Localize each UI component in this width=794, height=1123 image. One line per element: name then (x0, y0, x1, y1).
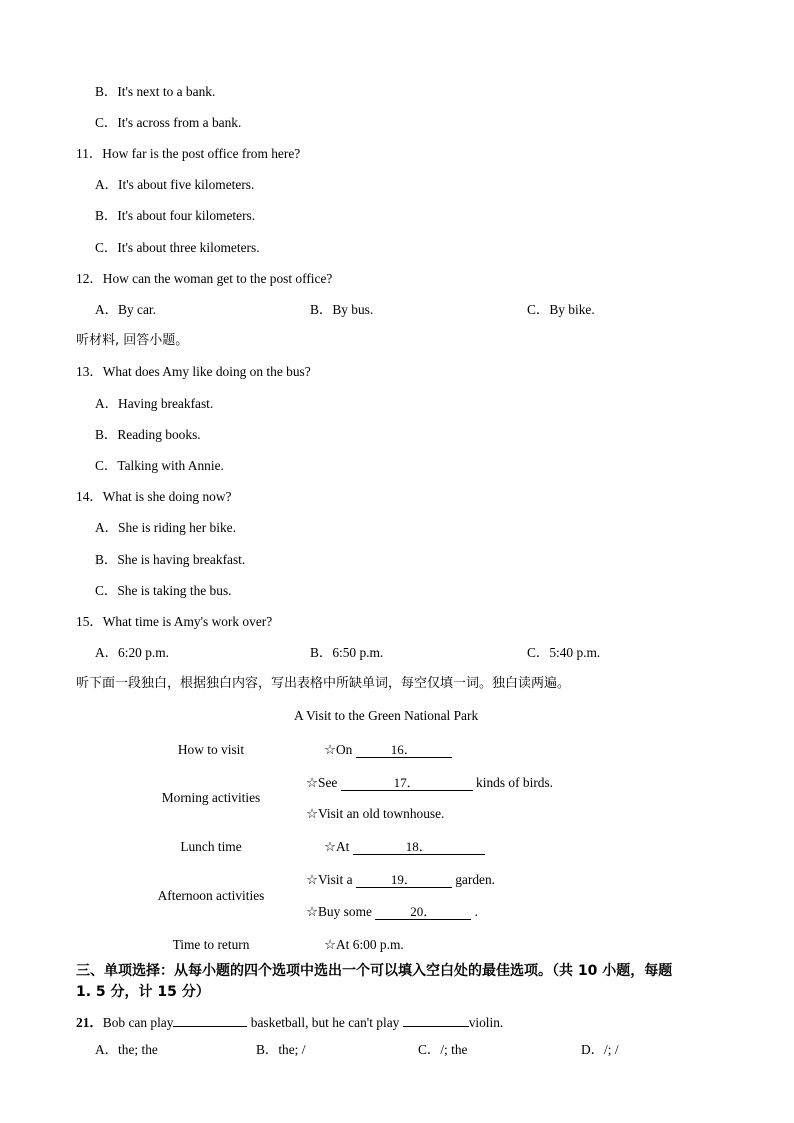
row-content-morning-line2: ☆Visit an old townhouse. (306, 806, 445, 821)
blank-19-number: 19． (390, 872, 417, 887)
row3-prefix: ☆At (324, 839, 353, 854)
table-title: A Visit to the Green National Park (294, 708, 479, 723)
listen-instruction: 听材料, 回答小题。 (76, 333, 189, 348)
q12-option-c: C．By bike. (527, 302, 595, 317)
q10-option-b: B．It's next to a bank. (95, 84, 216, 99)
row4-suffix1: garden. (451, 872, 496, 887)
q15-stem: 15．What time is Amy's work over? (76, 614, 273, 629)
blank-20[interactable] (375, 904, 471, 920)
q21-part1: Bob can play (102, 1015, 174, 1030)
row-content-how-to-visit (324, 742, 452, 758)
q11-option-c: C．It's about three kilometers. (95, 240, 260, 255)
q15-option-a: A．6:20 p.m. (95, 645, 170, 660)
row-label-morning-activities: Morning activities (161, 790, 261, 805)
row-label-afternoon-activities: Afternoon activities (157, 888, 265, 903)
row2-prefix: ☆See (306, 775, 341, 790)
q21-option-a: A．the; the (95, 1042, 158, 1057)
q21-option-b: B．the; / (256, 1042, 306, 1057)
q14-option-a: A．She is riding her bike. (95, 520, 236, 535)
blank-16-number: 16． (390, 742, 417, 757)
row-content-afternoon-line2 (306, 904, 478, 920)
q11-stem: 11．How far is the post office from here? (76, 146, 301, 161)
blank-18-number: 18． (405, 839, 432, 854)
q15-option-b: B．6:50 p.m. (310, 645, 384, 660)
q21-stem (76, 1011, 503, 1031)
q14-option-b: B．She is having breakfast. (95, 552, 246, 567)
row2-suffix: kinds of birds. (472, 775, 554, 790)
q21-part2: basketball, but he can't play (247, 1015, 403, 1030)
row-label-time-to-return: Time to return (172, 937, 250, 952)
q21-blank-2[interactable] (403, 1011, 469, 1027)
row4-prefix2: ☆Buy some (306, 904, 376, 919)
q11-option-b: B．It's about four kilometers. (95, 208, 256, 223)
row4-prefix1: ☆Visit a (306, 872, 356, 887)
monologue-instruction: 听下面一段独白，根据独白内容，写出表格中所缺单词，每空仅填一词。独白读两遍。 (76, 676, 571, 691)
q21-number: 21． (76, 1015, 103, 1030)
q14-option-c: C．She is taking the bus. (95, 583, 232, 598)
q14-stem: 14．What is she doing now? (76, 489, 232, 504)
row-label-how-to-visit: How to visit (177, 742, 245, 757)
q13-stem: 13．What does Amy like doing on the bus? (76, 364, 311, 379)
q13-option-b: B．Reading books. (95, 427, 201, 442)
row4-suffix2: . (471, 904, 478, 919)
row-label-lunch-time: Lunch time (180, 839, 242, 854)
q21-blank-1[interactable] (173, 1011, 247, 1027)
blank-16[interactable] (356, 742, 452, 758)
q15-option-c: C．5:40 p.m. (527, 645, 601, 660)
q11-option-a: A．It's about five kilometers. (95, 177, 255, 192)
q21-option-c: C．/; the (418, 1042, 468, 1057)
q21-option-d: D．/; / (581, 1042, 619, 1057)
q21-part3: violin. (468, 1015, 504, 1030)
section3-heading-line2: 1. 5 分，计 15 分） (76, 984, 210, 1000)
q10-option-c: C．It's across from a bank. (95, 115, 242, 130)
blank-17[interactable] (341, 775, 473, 791)
row-content-time-to-return: ☆At 6:00 p.m. (324, 937, 404, 952)
blank-17-number: 17． (393, 775, 420, 790)
section3-heading-line1: 三、单项选择：从每小题的四个选项中选出一个可以填入空白处的最佳选项。（共 10 小题，每题 (76, 963, 673, 979)
blank-18[interactable] (353, 839, 485, 855)
blank-20-number: 20． (410, 904, 437, 919)
row1-prefix: ☆On (324, 742, 356, 757)
q12-option-a: A．By car. (95, 302, 156, 317)
q12-stem: 12．How can the woman get to the post office? (76, 271, 333, 286)
row-content-afternoon-line1 (306, 872, 495, 888)
row-content-lunch-time (324, 839, 485, 855)
q12-option-b: B．By bus. (310, 302, 374, 317)
blank-19[interactable] (356, 872, 452, 888)
q13-option-c: C．Talking with Annie. (95, 458, 224, 473)
q13-option-a: A．Having breakfast. (95, 396, 214, 411)
row-content-morning-line1 (306, 775, 553, 791)
